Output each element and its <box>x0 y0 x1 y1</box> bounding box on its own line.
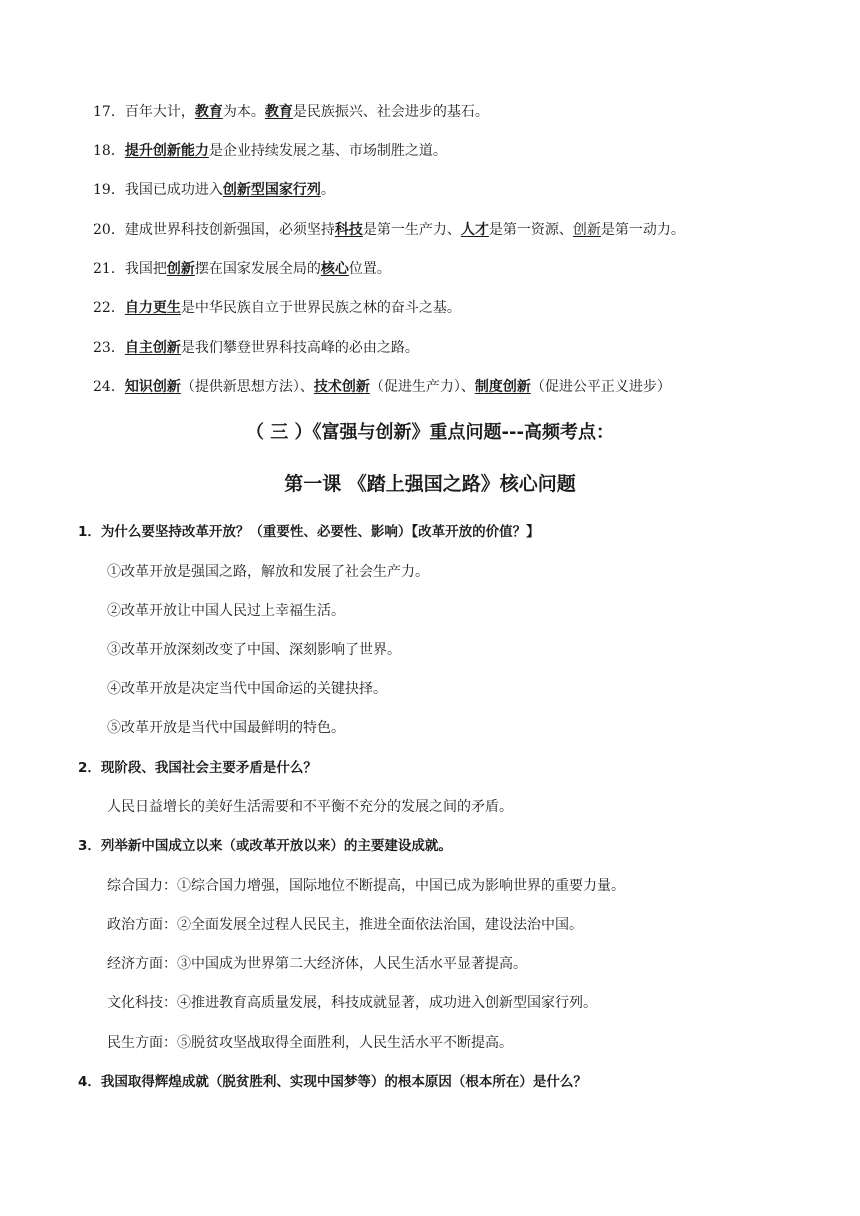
answer-line: ②改革开放让中国人民过上幸福生活。 <box>107 603 345 619</box>
answer-line: 人民日益增长的美好生活需要和不平衡不充分的发展之间的矛盾。 <box>107 799 513 815</box>
item-number: 18． <box>93 143 125 159</box>
item-number: 17． <box>93 104 125 120</box>
keyword: 创新型国家行列 <box>222 182 321 198</box>
item-18 <box>93 141 447 161</box>
item-text: 为本。 <box>222 104 265 120</box>
keyword: 知识创新 <box>124 379 181 395</box>
keyword: 制度创新 <box>474 379 531 395</box>
question-3: 3．列举新中国成立以来（或改革开放以来）的主要建设成就。 <box>78 838 452 854</box>
item-text: 我国已成功进入 <box>124 182 223 198</box>
item-23 <box>93 338 419 358</box>
item-text: 是企业持续发展之基、市场制胜之道。 <box>208 143 447 159</box>
item-text: 是中华民族自立于世界民族之林的奋斗之基。 <box>180 300 461 316</box>
lesson-title: 第一课 《踏上强国之路》核心问题 <box>284 473 576 495</box>
item-21 <box>93 259 391 279</box>
keyword: 自主创新 <box>124 340 181 356</box>
answer-line: ①改革开放是强国之路，解放和发展了社会生产力。 <box>107 564 429 580</box>
answer-line: 综合国力：①综合国力增强，国际地位不断提高，中国已成为影响世界的重要力量。 <box>107 878 625 894</box>
item-text: 摆在国家发展全局的 <box>194 261 321 277</box>
answer-line: 政治方面：②全面发展全过程人民民主，推进全面依法治国，建设法治中国。 <box>107 917 583 933</box>
keyword: 自力更生 <box>124 300 181 316</box>
keyword: 技术创新 <box>313 379 370 395</box>
answer-line: ⑤改革开放是当代中国最鲜明的特色。 <box>107 720 345 736</box>
item-text: 是我们攀登世界科技高峰的必由之路。 <box>180 340 419 356</box>
answer-line: ③改革开放深刻改变了中国、深刻影响了世界。 <box>107 642 401 658</box>
item-text: 。 <box>320 182 335 198</box>
item-text: 建成世界科技创新强国，必须坚持 <box>124 222 335 238</box>
item-number: 23． <box>93 340 125 356</box>
item-text: （促进生产力）、 <box>369 379 475 395</box>
question-4: 4．我国取得辉煌成就（脱贫胜利、实现中国梦等）的根本原因（根本所在）是什么？ <box>78 1074 587 1090</box>
question-1: 1．为什么要坚持改革开放？（重要性、必要性、影响）【改革开放的价值？】 <box>78 524 540 540</box>
item-number: 22． <box>93 300 125 316</box>
keyword: 人才 <box>460 222 489 238</box>
answer-line: 经济方面：③中国成为世界第二大经济体，人民生活水平显著提高。 <box>107 956 527 972</box>
item-19 <box>93 180 335 200</box>
item-22 <box>93 298 461 318</box>
keyword: 创新 <box>166 261 195 277</box>
keyword: 科技 <box>334 222 363 238</box>
item-24 <box>93 377 671 397</box>
item-text: 百年大计， <box>124 104 195 120</box>
item-text: 是第一资源、 <box>488 222 573 238</box>
item-text: 是第一动力。 <box>600 222 685 238</box>
answer-line: 文化科技：④推进教育高质量发展，科技成就显著，成功进入创新型国家行列。 <box>107 995 597 1011</box>
answer-line: ④改革开放是决定当代中国命运的关键抉择。 <box>107 681 387 697</box>
item-text: 我国把 <box>124 261 167 277</box>
item-20 <box>93 220 685 240</box>
item-number: 20． <box>93 222 125 238</box>
answer-line: 民生方面：⑤脱贫攻坚战取得全面胜利，人民生活水平不断提高。 <box>107 1035 513 1051</box>
question-2: 2．现阶段、我国社会主要矛盾是什么？ <box>78 760 317 776</box>
underlined-word: 创新 <box>572 222 601 238</box>
keyword: 核心 <box>320 261 349 277</box>
item-text: （提供新思想方法）、 <box>180 379 314 395</box>
item-17 <box>93 102 489 122</box>
section-title: （ 三 ）《富强与创新》重点问题---高频考点： <box>246 422 614 443</box>
keyword: 教育 <box>264 104 293 120</box>
item-text: 是第一生产力、 <box>362 222 461 238</box>
item-text: （促进公平正义进步） <box>530 379 671 395</box>
item-text: 位置。 <box>348 261 391 277</box>
keyword: 提升创新能力 <box>124 143 209 159</box>
item-number: 19． <box>93 182 125 198</box>
keyword: 教育 <box>194 104 223 120</box>
item-number: 21． <box>93 261 125 277</box>
item-number: 24． <box>93 379 125 395</box>
item-text: 是民族振兴、社会进步的基石。 <box>292 104 489 120</box>
